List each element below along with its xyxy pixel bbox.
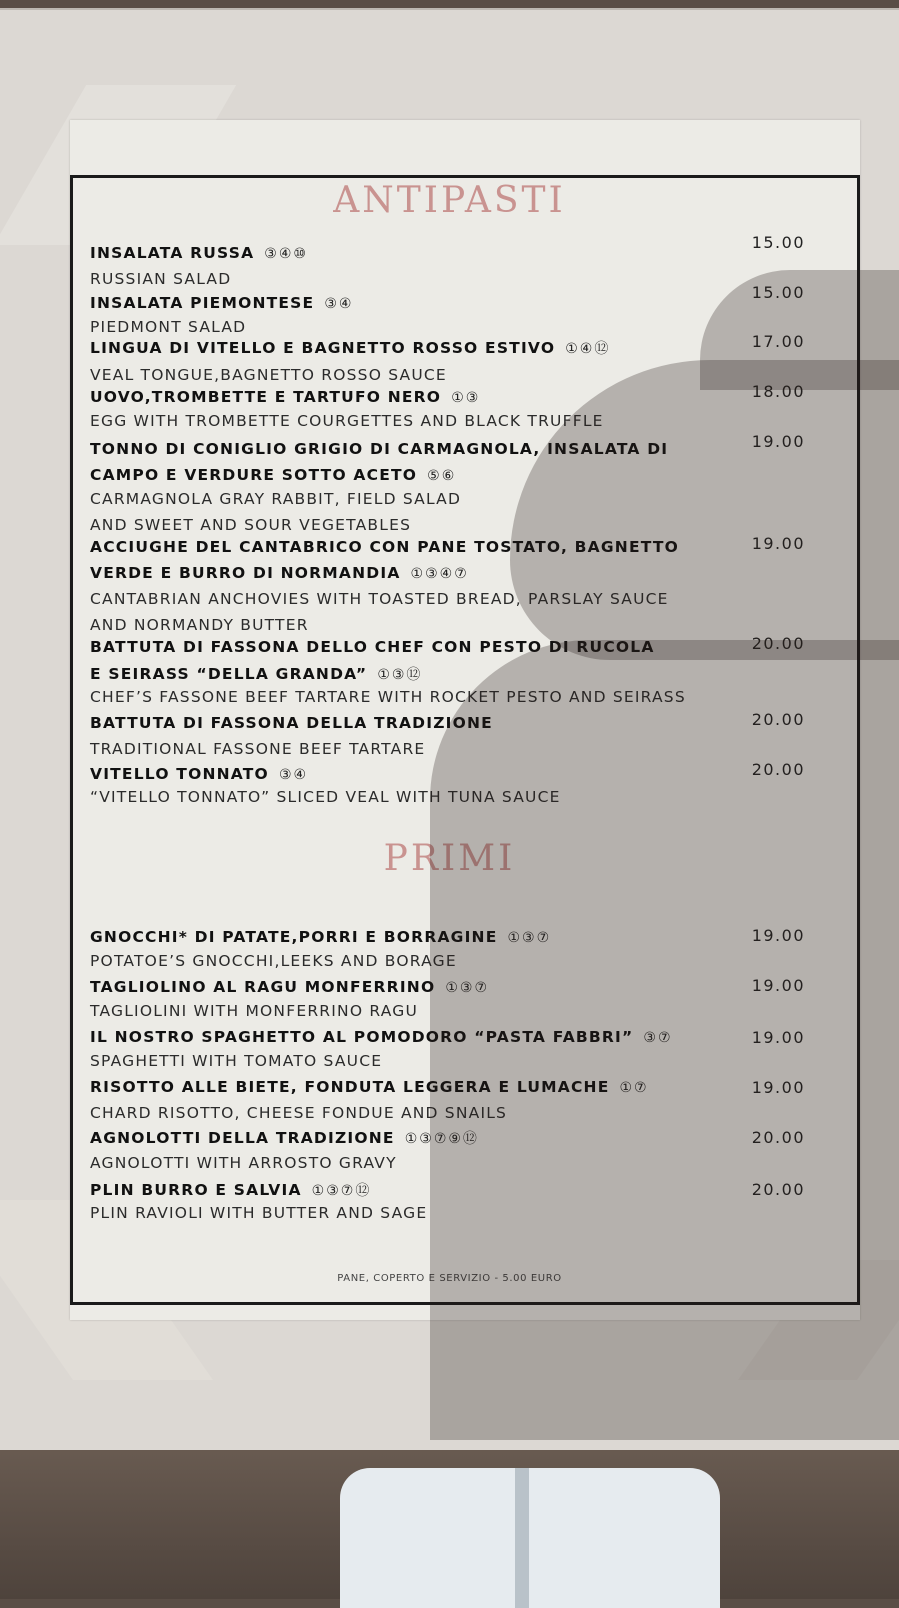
dish-name: E SEIRASS “DELLA GRANDA” ①③⑫ (90, 665, 423, 683)
cover-charge-note: PANE, COPERTO E SERVIZIO - 5.00 EURO (337, 1273, 562, 1284)
dish-description: CARMAGNOLA GRAY RABBIT, FIELD SALAD (90, 490, 462, 508)
dish-name: VERDE E BURRO DI NORMANDIA ①③④⑦ (90, 564, 469, 582)
dish-name: TONNO DI CONIGLIO GRIGIO DI CARMAGNOLA, INSALATA DI (90, 440, 669, 458)
dish-name: BATTUTA DI FASSONA DELLA TRADIZIONE (90, 714, 493, 732)
dish-name: BATTUTA DI FASSONA DELLO CHEF CON PESTO DI RUCOLA (90, 638, 655, 656)
dish-name: UOVO,TROMBETTE E TARTUFO NERO ①③ (90, 388, 481, 406)
allergen-icons: ①⑦ (619, 1080, 649, 1096)
dish-description: AND NORMANDY BUTTER (90, 616, 309, 634)
dish-price: 19.00 (751, 1028, 805, 1047)
section-title-antipasti: ANTIPASTI (333, 180, 566, 221)
allergen-icons: ①③⑦ (507, 930, 552, 946)
allergen-icons: ①③⑫ (377, 667, 423, 683)
dish-price: 19.00 (751, 432, 805, 451)
allergen-icons: ③④⑩ (264, 246, 308, 262)
dish-name: ACCIUGHE DEL CANTABRICO CON PANE TOSTATO, BAGNETTO (90, 538, 680, 556)
dish-description: TAGLIOLINI WITH MONFERRINO RAGU (90, 1002, 418, 1020)
dish-name: PLIN BURRO E SALVIA ①③⑦⑫ (90, 1181, 372, 1199)
allergen-icons: ⑤⑥ (427, 468, 457, 484)
dish-name: VITELLO TONNATO ③④ (90, 765, 309, 783)
allergen-icons: ①③⑦⑫ (311, 1183, 372, 1199)
section-title-primi: PRIMI (383, 838, 516, 879)
dish-name: INSALATA PIEMONTESE ③④ (90, 294, 354, 312)
allergen-icons: ①④⑫ (565, 341, 611, 357)
dish-name: TAGLIOLINO AL RAGU MONFERRINO ①③⑦ (90, 978, 489, 996)
dish-description: RUSSIAN SALAD (90, 270, 232, 288)
allergen-icons: ①③⑦⑨⑫ (404, 1131, 479, 1147)
dish-description: PIEDMONT SALAD (90, 318, 247, 336)
dish-price: 15.00 (751, 233, 805, 252)
dish-description: AGNOLOTTI WITH ARROSTO GRAVY (90, 1154, 397, 1172)
allergen-icons: ①③④⑦ (410, 566, 469, 582)
dish-description: POTATOE’S GNOCCHI,LEEKS AND BORAGE (90, 952, 457, 970)
dish-description: PLIN RAVIOLI WITH BUTTER AND SAGE (90, 1204, 428, 1222)
dish-description: CHEF’S FASSONE BEEF TARTARE WITH ROCKET PESTO AND SEIRASS (90, 688, 686, 706)
dish-price: 18.00 (751, 382, 805, 401)
dish-name: CAMPO E VERDURE SOTTO ACETO ⑤⑥ (90, 466, 457, 484)
allergen-icons: ③④ (324, 296, 354, 312)
dish-price: 20.00 (751, 1180, 805, 1199)
dish-price: 20.00 (751, 1128, 805, 1147)
dish-price: 19.00 (751, 1078, 805, 1097)
allergen-icons: ③④ (278, 767, 309, 783)
dish-name: IL NOSTRO SPAGHETTO AL POMODORO “PASTA FABBRI” ③⑦ (90, 1028, 673, 1046)
dish-price: 20.00 (751, 710, 805, 729)
dish-description: SPAGHETTI WITH TOMATO SAUCE (90, 1052, 383, 1070)
dish-description: TRADITIONAL FASSONE BEEF TARTARE (90, 740, 426, 758)
dish-price: 17.00 (751, 332, 805, 351)
dish-name: GNOCCHI* DI PATATE,PORRI E BORRAGINE ①③⑦ (90, 928, 552, 946)
dish-description: “VITELLO TONNATO” SLICED VEAL WITH TUNA SAUCE (90, 788, 561, 806)
dish-price: 19.00 (751, 976, 805, 995)
feet-in-socks (340, 1468, 720, 1608)
dish-price: 19.00 (751, 534, 805, 553)
dish-description: EGG WITH TROMBETTE COURGETTES AND BLACK TRUFFLE (90, 412, 604, 430)
dish-name: AGNOLOTTI DELLA TRADIZIONE ①③⑦⑨⑫ (90, 1129, 479, 1147)
dish-description: VEAL TONGUE,BAGNETTO ROSSO SAUCE (90, 366, 447, 384)
dish-name: INSALATA RUSSA ③④⑩ (90, 244, 308, 262)
dish-description: CANTABRIAN ANCHOVIES WITH TOASTED BREAD, PARSLAY SAUCE (90, 590, 669, 608)
dish-price: 20.00 (751, 760, 805, 779)
dish-name: RISOTTO ALLE BIETE, FONDUTA LEGGERA E LUMACHE ①⑦ (90, 1078, 649, 1096)
dish-description: CHARD RISOTTO, CHEESE FONDUE AND SNAILS (90, 1104, 508, 1122)
dish-price: 15.00 (751, 283, 805, 302)
allergen-icons: ③⑦ (643, 1030, 673, 1046)
dish-description: AND SWEET AND SOUR VEGETABLES (90, 516, 412, 534)
dish-name: LINGUA DI VITELLO E BAGNETTO ROSSO ESTIVO ①④⑫ (90, 339, 611, 357)
allergen-icons: ①③⑦ (445, 980, 489, 996)
dish-price: 20.00 (751, 634, 805, 653)
dish-price: 19.00 (751, 926, 805, 945)
allergen-icons: ①③ (451, 390, 481, 406)
